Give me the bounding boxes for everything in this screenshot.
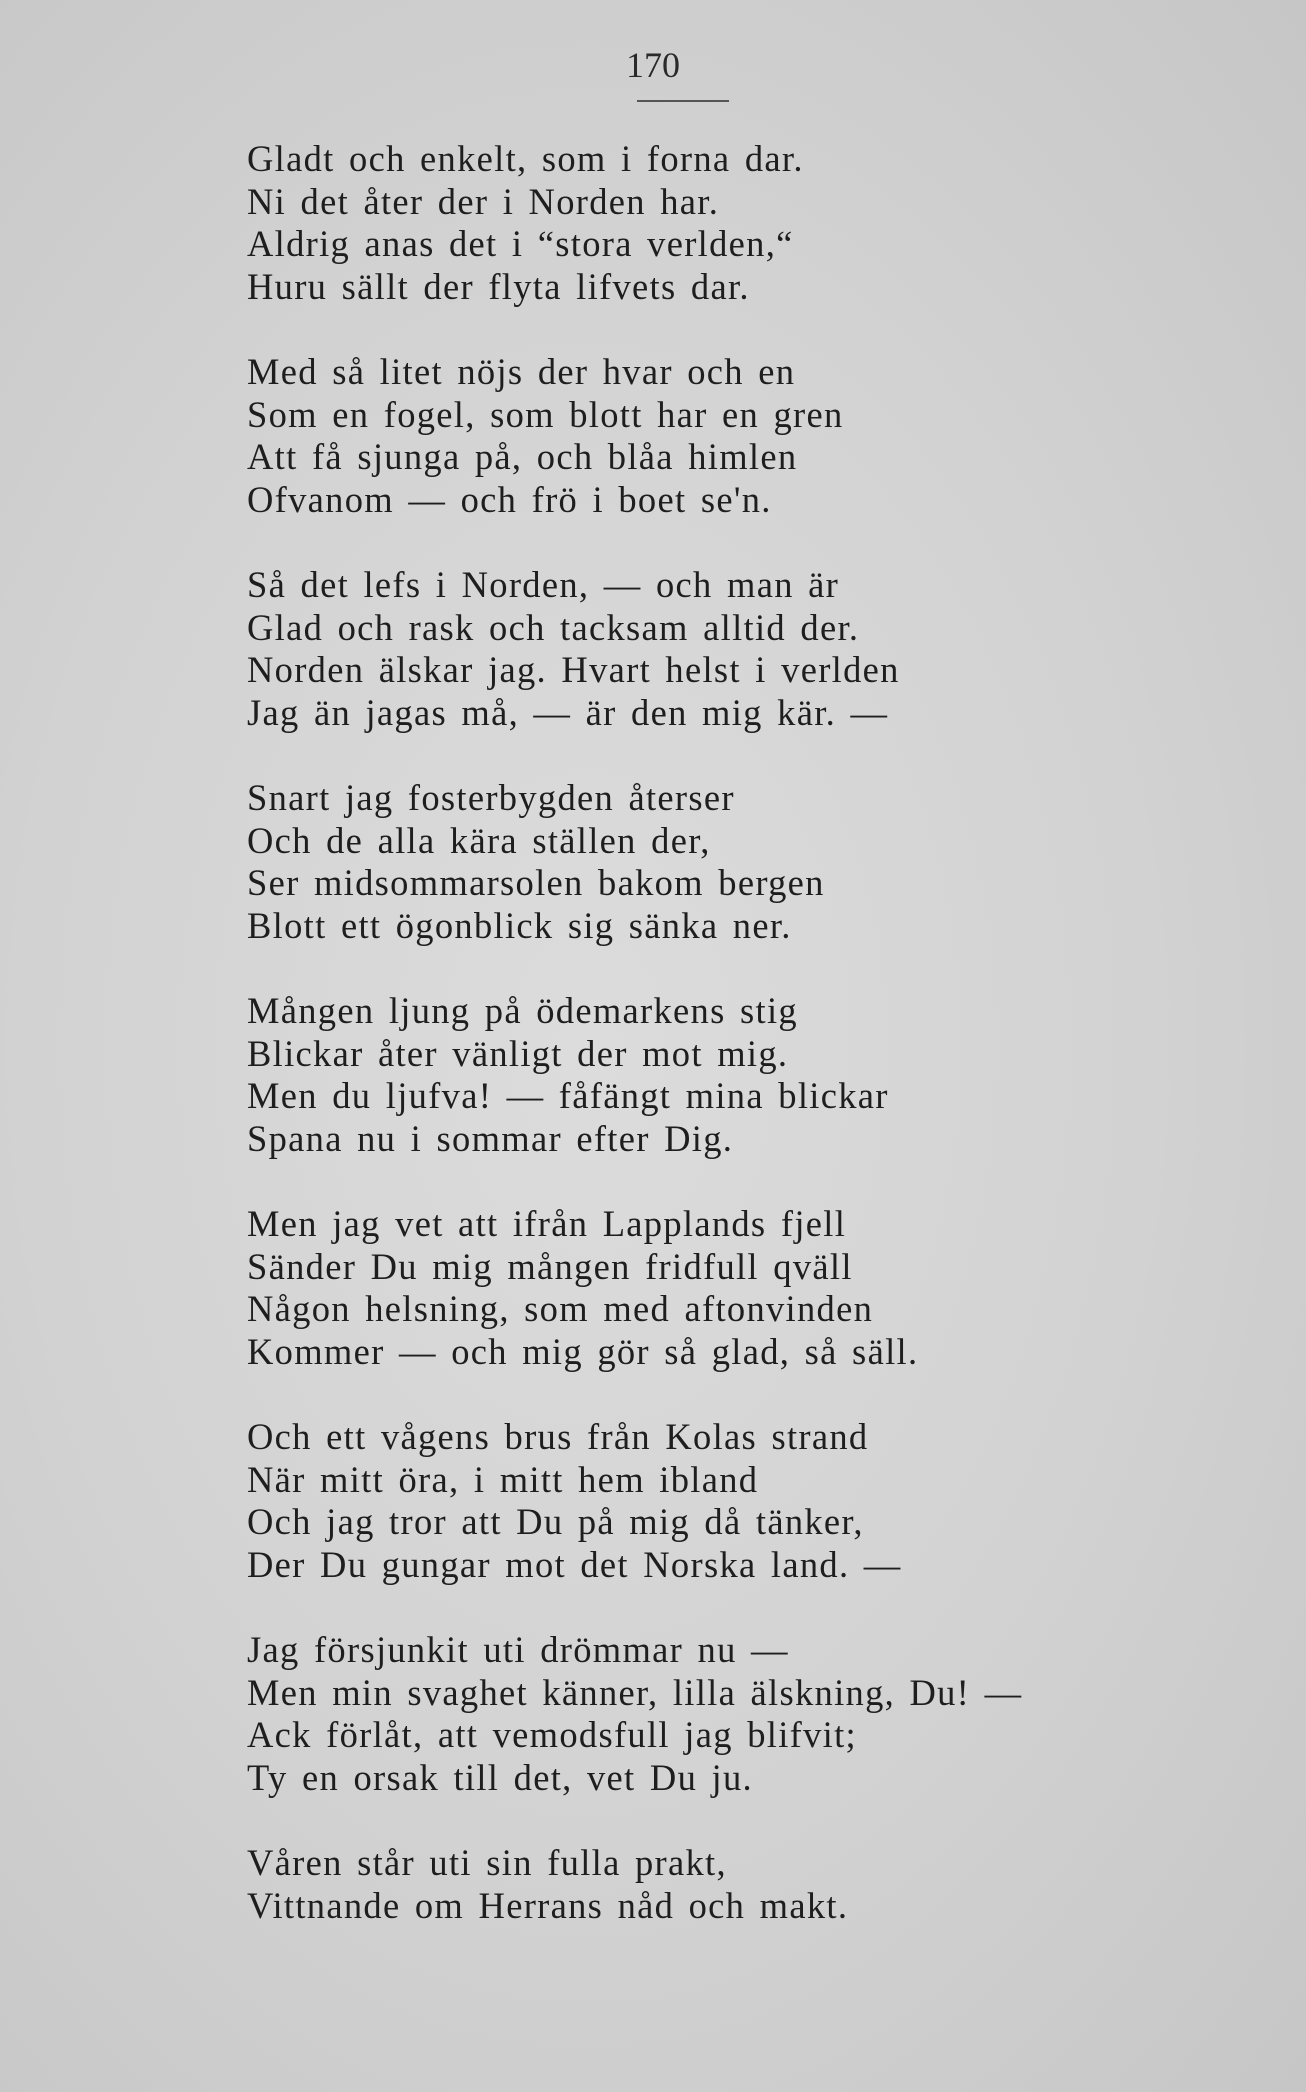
poem-line: Huru sällt der flyta lifvets dar. bbox=[247, 265, 750, 307]
poem-line: Norden älskar jag. Hvart helst i verlden bbox=[247, 649, 900, 690]
poem-line: Blott ett ögonblick sig sänka ner. bbox=[247, 904, 792, 946]
poem-line: Ofvanom — och frö i boet se'n. bbox=[247, 478, 772, 520]
header-rule bbox=[637, 100, 729, 102]
poem bbox=[247, 138, 1267, 1970]
page-number: 170 bbox=[626, 45, 680, 85]
poem-line: Glad och rask och tacksam alltid der. bbox=[247, 606, 860, 648]
stanza bbox=[247, 351, 1267, 521]
poem-line: Med så litet nöjs der hvar och en bbox=[247, 351, 796, 392]
poem-line: Ty en orsak till det, vet Du ju. bbox=[247, 1756, 753, 1798]
poem-line: Ser midsommarsolen bakom bergen bbox=[247, 862, 825, 903]
poem-line: Mången ljung på ödemarkens stig bbox=[247, 990, 798, 1031]
stanza bbox=[247, 1203, 1267, 1373]
stanza bbox=[247, 777, 1267, 947]
poem-line: Sänder Du mig mången fridfull qväll bbox=[247, 1245, 853, 1287]
stanza bbox=[247, 1842, 1267, 1927]
stanza bbox=[247, 1416, 1267, 1586]
poem-line: Vittnande om Herrans nåd och makt. bbox=[247, 1884, 849, 1926]
poem-line: Våren står uti sin fulla prakt, bbox=[247, 1842, 727, 1883]
stanza bbox=[247, 1629, 1267, 1799]
poem-line: Men du ljufva! — fåfängt mina blickar bbox=[247, 1075, 889, 1116]
poem-line: Aldrig anas det i “stora verlden,“ bbox=[247, 223, 794, 264]
poem-line: Som en fogel, som blott har en gren bbox=[247, 393, 844, 435]
poem-line: Jag försjunkit uti drömmar nu — bbox=[247, 1629, 789, 1670]
stanza bbox=[247, 564, 1267, 734]
poem-line: Ack förlåt, att vemodsfull jag blifvit; bbox=[247, 1714, 857, 1755]
poem-line: När mitt öra, i mitt hem ibland bbox=[247, 1458, 759, 1500]
poem-line: Men min svaghet känner, lilla älskning, Du! — bbox=[247, 1671, 1023, 1713]
poem-line: Och ett vågens brus från Kolas strand bbox=[247, 1416, 869, 1457]
poem-line: Kommer — och mig gör så glad, så säll. bbox=[247, 1330, 919, 1372]
poem-line: Der Du gungar mot det Norska land. — bbox=[247, 1543, 902, 1585]
poem-line: Ni det åter der i Norden har. bbox=[247, 180, 720, 222]
poem-line: Spana nu i sommar efter Dig. bbox=[247, 1117, 734, 1159]
poem-line: Att få sjunga på, och blåa himlen bbox=[247, 436, 798, 477]
poem-line: Men jag vet att ifrån Lapplands fjell bbox=[247, 1203, 847, 1244]
poem-line: Gladt och enkelt, som i forna dar. bbox=[247, 138, 804, 179]
poem-line: Snart jag fosterbygden återser bbox=[247, 777, 735, 818]
poem-line: Så det lefs i Norden, — och man är bbox=[247, 564, 840, 605]
poem-line: Blickar åter vänligt der mot mig. bbox=[247, 1032, 789, 1074]
poem-line: Och jag tror att Du på mig då tänker, bbox=[247, 1501, 864, 1542]
poem-line: Någon helsning, som med aftonvinden bbox=[247, 1288, 874, 1329]
stanza bbox=[247, 138, 1267, 308]
poem-line: Jag än jagas må, — är den mig kär. — bbox=[247, 691, 889, 733]
stanza bbox=[247, 990, 1267, 1160]
poem-line: Och de alla kära ställen der, bbox=[247, 819, 711, 861]
